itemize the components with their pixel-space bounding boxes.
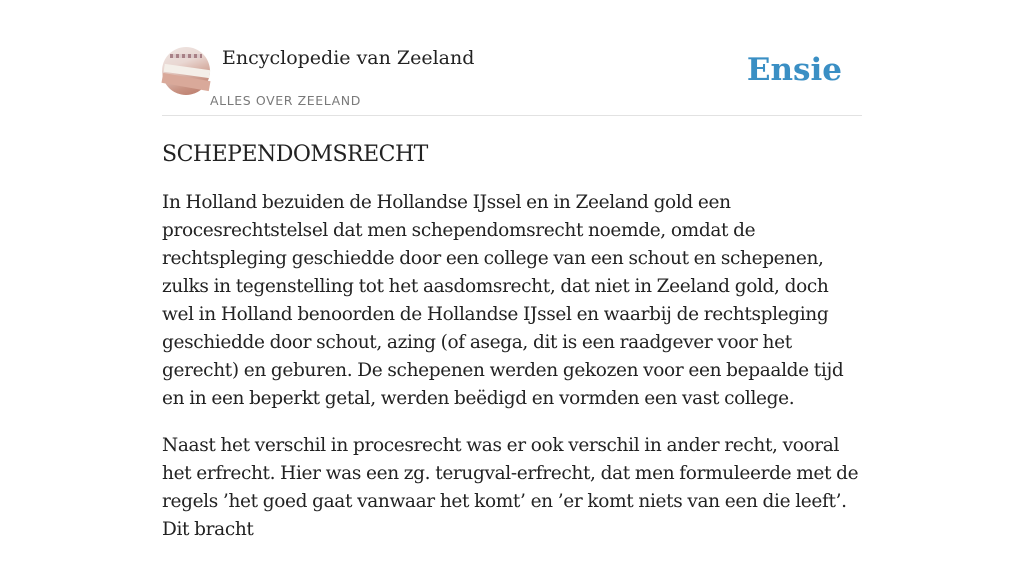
header-divider bbox=[162, 115, 862, 116]
site-avatar[interactable] bbox=[162, 47, 210, 95]
avatar-decoration bbox=[170, 54, 202, 58]
article-paragraph: Naast het verschil in procesrecht was er ook verschil in ander recht, vooral het erfrecht. Hier was een zg. terugval-erfrecht, dat men formuleerde met de regels ’het goed gaat vanwaar het komt’ en ’er komt niets van een die leeft’. Dit bracht bbox=[162, 435, 859, 540]
site-subtitle: ALLES OVER ZEELAND bbox=[210, 93, 361, 108]
article bbox=[162, 139, 862, 563]
article-title: SCHEPENDOMSRECHT bbox=[162, 142, 428, 167]
site-header bbox=[162, 46, 862, 116]
article-paragraph: In Holland bezuiden de Hollandse IJssel en in Zeeland gold een procesrechtstelsel dat men schependomsrecht noemde, omdat de rechtspleging geschiedde door een college van een schout en schepenen, zulks in tegenstelling tot het aasdomsrecht, dat niet in Zeeland gold, doch wel in Holland benoorden de Hollandse IJssel en waarbij de rechtspleging geschiedde door schout, azing (of asega, dit is een raadgever voor het gerecht) en geburen. De schepenen werden gekozen voor een bepaalde tijd en in een beperkt getal, werden beëdigd en vormden een vast college. bbox=[162, 192, 844, 409]
site-title[interactable]: Encyclopedie van Zeeland bbox=[222, 47, 475, 69]
brand-logo[interactable]: Ensie bbox=[746, 52, 842, 88]
